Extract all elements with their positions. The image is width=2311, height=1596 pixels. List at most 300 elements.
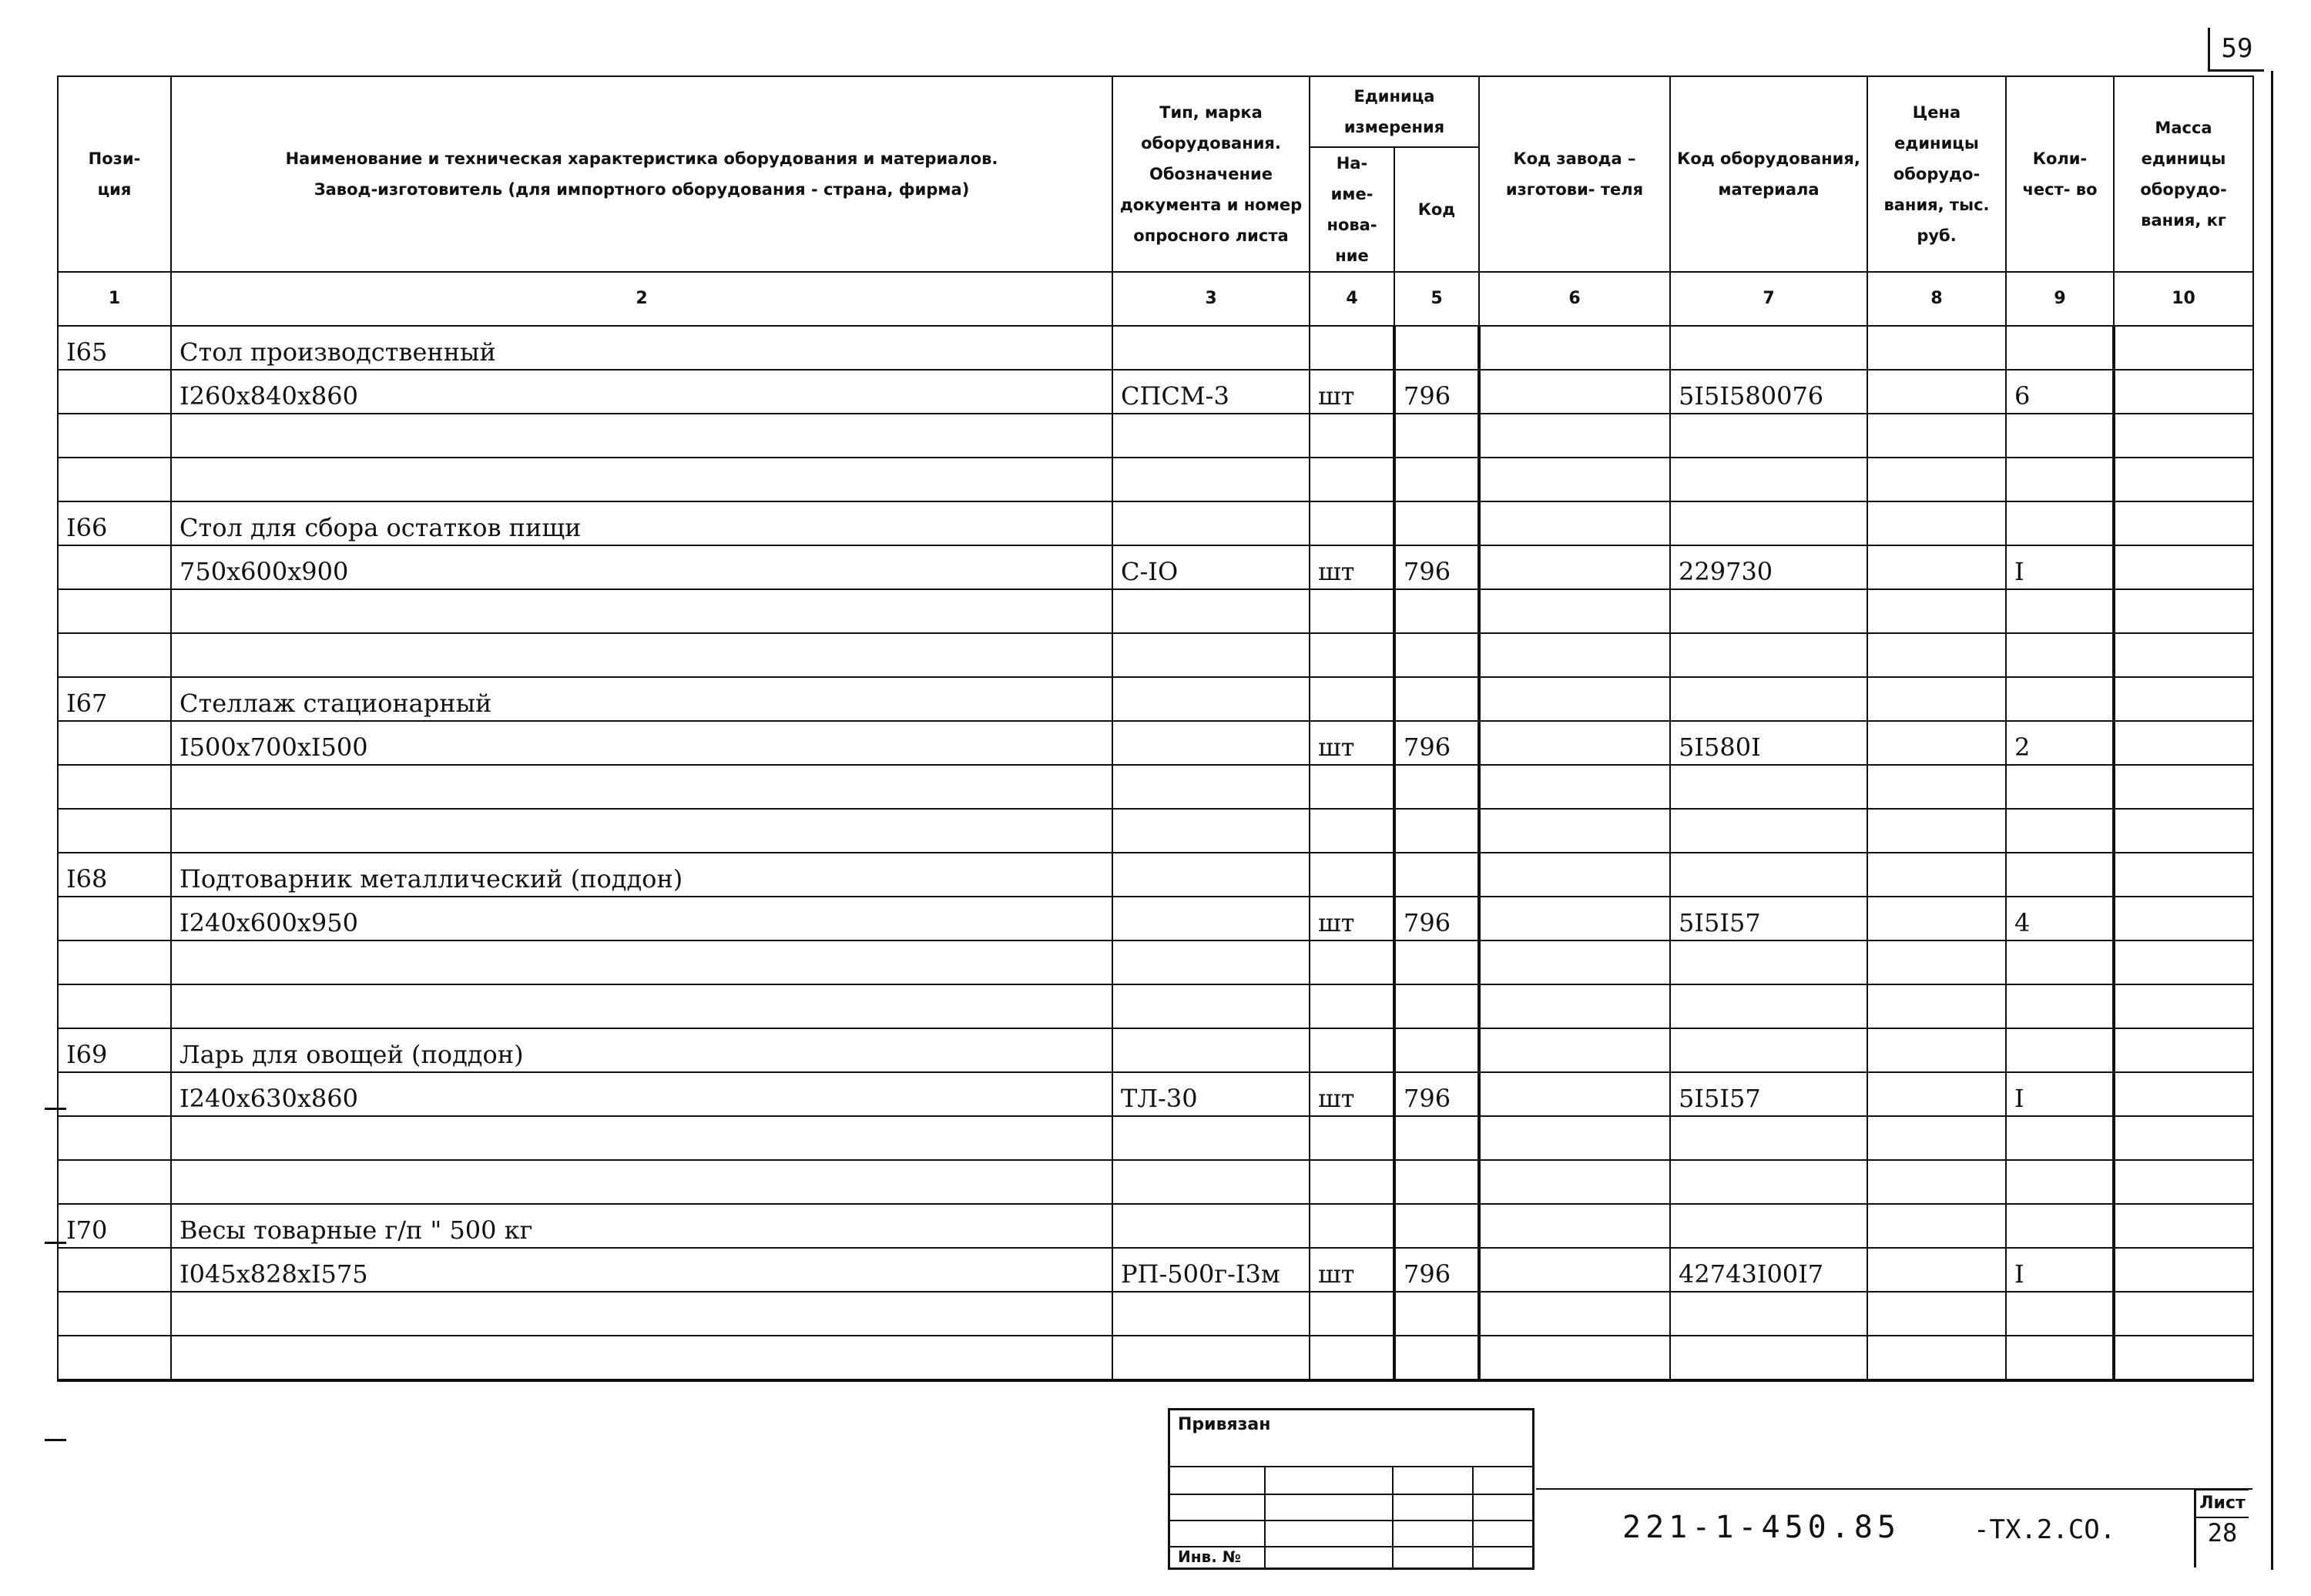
table-cell	[2006, 458, 2114, 501]
column-number: 3	[1112, 272, 1310, 326]
table-cell	[1479, 589, 1670, 633]
table-cell	[1394, 853, 1479, 897]
stamp-line	[1170, 1520, 1532, 1521]
table-cell	[58, 589, 171, 633]
table-row	[58, 853, 2253, 897]
position-cell: I70	[58, 1204, 171, 1248]
table-cell	[1479, 809, 1670, 853]
table-cell	[2114, 897, 2253, 940]
position-cell: I66	[58, 501, 171, 545]
table-cell	[1310, 501, 1394, 545]
unit-code-cell: 796	[1394, 721, 1479, 765]
table-cell	[1112, 501, 1310, 545]
table-cell	[171, 809, 1112, 853]
table-cell	[1479, 940, 1670, 984]
table-cell	[1479, 633, 1670, 677]
table-cell	[2114, 677, 2253, 721]
table-cell	[1479, 501, 1670, 545]
table-cell	[1479, 721, 1670, 765]
table-cell	[2114, 1248, 2253, 1292]
column-number: 5	[1394, 272, 1479, 326]
table-row	[58, 1204, 2253, 1248]
table-cell	[1670, 589, 1867, 633]
table-cell	[1310, 677, 1394, 721]
table-row	[58, 1292, 2253, 1336]
table-cell	[58, 633, 171, 677]
equipment-code-cell: 5I5I57	[1670, 897, 1867, 940]
table-cell	[2006, 1028, 2114, 1072]
table-cell	[1867, 897, 2006, 940]
stamp-line	[1170, 1494, 1532, 1495]
table-row	[58, 501, 2253, 545]
table-cell	[58, 809, 171, 853]
table-cell	[2006, 589, 2114, 633]
table-cell	[171, 1116, 1112, 1160]
table-cell	[2114, 765, 2253, 809]
table-row	[58, 677, 2253, 721]
table-cell	[1394, 589, 1479, 633]
title-block-rule	[1536, 1488, 2252, 1490]
margin-tick	[45, 1108, 66, 1110]
table-cell	[1394, 984, 1479, 1028]
header-price: Цена единицы оборудо- вания, тыс. руб.	[1867, 76, 2006, 272]
specification-body	[58, 326, 2253, 1380]
table-cell	[1310, 1204, 1394, 1248]
table-cell	[58, 721, 171, 765]
unit-cell: шт	[1310, 1248, 1394, 1292]
table-cell	[2006, 1160, 2114, 1204]
table-cell	[1310, 984, 1394, 1028]
table-cell	[1867, 545, 2006, 589]
table-cell	[1310, 809, 1394, 853]
table-cell	[1394, 677, 1479, 721]
table-cell	[2114, 501, 2253, 545]
table-cell	[1479, 370, 1670, 414]
unit-code-cell: 796	[1394, 897, 1479, 940]
table-row	[58, 1028, 2253, 1072]
margin-tick	[45, 1242, 66, 1244]
column-number: 1	[58, 272, 171, 326]
table-cell	[2006, 326, 2114, 370]
table-cell	[1479, 1248, 1670, 1292]
table-cell	[1112, 765, 1310, 809]
quantity-cell: I	[2006, 545, 2114, 589]
equipment-code-cell: 5I580I	[1670, 721, 1867, 765]
equipment-code-cell: 5I5I57	[1670, 1072, 1867, 1116]
unit-cell: шт	[1310, 370, 1394, 414]
table-cell	[58, 545, 171, 589]
table-cell	[2114, 984, 2253, 1028]
table-row	[58, 1336, 2253, 1380]
stamp-title: Привязан	[1178, 1415, 1271, 1434]
table-cell	[2006, 809, 2114, 853]
table-cell	[2114, 458, 2253, 501]
table-cell	[2006, 1336, 2114, 1380]
table-cell	[1479, 765, 1670, 809]
table-cell	[1670, 984, 1867, 1028]
table-row	[58, 589, 2253, 633]
name-cell: Стол производственный	[171, 326, 1112, 370]
table-row	[58, 1072, 2253, 1116]
unit-code-cell: 796	[1394, 545, 1479, 589]
binding-stamp	[1168, 1408, 1535, 1570]
table-cell	[1479, 1028, 1670, 1072]
table-cell	[1394, 1292, 1479, 1336]
unit-cell: шт	[1310, 897, 1394, 940]
table-cell	[1670, 458, 1867, 501]
table-cell	[171, 1336, 1112, 1380]
position-cell: I65	[58, 326, 171, 370]
table-cell	[1479, 545, 1670, 589]
quantity-cell: 4	[2006, 897, 2114, 940]
table-cell	[1867, 1204, 2006, 1248]
column-number: 4	[1310, 272, 1394, 326]
table-cell	[2114, 1072, 2253, 1116]
column-number: 2	[171, 272, 1112, 326]
table-cell	[1479, 326, 1670, 370]
stamp-footer: Инв. №	[1178, 1547, 1241, 1566]
column-number: 10	[2114, 272, 2253, 326]
column-number: 7	[1670, 272, 1867, 326]
table-row	[58, 897, 2253, 940]
document-suffix: -ТХ.2.СО.	[1974, 1514, 2116, 1545]
table-cell	[1670, 1204, 1867, 1248]
table-cell	[2114, 633, 2253, 677]
table-cell	[1867, 1160, 2006, 1204]
dimensions-cell: I045x828xI575	[171, 1248, 1112, 1292]
table-cell	[171, 414, 1112, 458]
table-row	[58, 1160, 2253, 1204]
type-cell: РП-500г-I3м	[1112, 1248, 1310, 1292]
table-cell	[1394, 1336, 1479, 1380]
table-cell	[2006, 1204, 2114, 1248]
table-cell	[1867, 1072, 2006, 1116]
table-cell	[1112, 809, 1310, 853]
equipment-code-cell: 5I5I580076	[1670, 370, 1867, 414]
header-factory-code: Код завода – изготови- теля	[1479, 76, 1670, 272]
table-cell	[2006, 853, 2114, 897]
table-cell	[1310, 1160, 1394, 1204]
unit-code-cell: 796	[1394, 1072, 1479, 1116]
table-cell	[1867, 940, 2006, 984]
sheet-number: 28	[2207, 1518, 2238, 1547]
table-cell	[1867, 1248, 2006, 1292]
table-cell	[171, 1292, 1112, 1336]
table-cell	[1670, 809, 1867, 853]
name-cell: Подтоварник металлический (поддон)	[171, 853, 1112, 897]
table-cell	[58, 1116, 171, 1160]
table-cell	[1479, 1116, 1670, 1160]
header-unit-code: Код	[1394, 147, 1479, 272]
table-cell	[1310, 414, 1394, 458]
name-cell: Весы товарные г/п " 500 кг	[171, 1204, 1112, 1248]
table-cell	[1670, 1160, 1867, 1204]
table-cell	[2114, 1292, 2253, 1336]
type-cell: ТЛ-30	[1112, 1072, 1310, 1116]
table-cell	[2114, 326, 2253, 370]
table-cell	[1310, 458, 1394, 501]
header-mass: Масса единицы оборудо- вания, кг	[2114, 76, 2253, 272]
table-cell	[1310, 589, 1394, 633]
table-cell	[171, 984, 1112, 1028]
table-cell	[1310, 940, 1394, 984]
table-cell	[1670, 677, 1867, 721]
table-cell	[171, 633, 1112, 677]
table-cell	[1479, 1072, 1670, 1116]
table-cell	[1112, 458, 1310, 501]
table-cell	[1310, 765, 1394, 809]
table-cell	[1112, 1204, 1310, 1248]
table-cell	[1867, 633, 2006, 677]
table-cell	[1867, 458, 2006, 501]
table-cell	[1670, 765, 1867, 809]
table-cell	[1310, 326, 1394, 370]
header-quantity: Коли- чест- во	[2006, 76, 2114, 272]
table-cell	[171, 589, 1112, 633]
table-cell	[2114, 414, 2253, 458]
unit-cell: шт	[1310, 721, 1394, 765]
table-cell	[58, 940, 171, 984]
position-cell: I68	[58, 853, 171, 897]
table-cell	[1394, 458, 1479, 501]
stamp-line	[1392, 1466, 1394, 1568]
table-cell	[1867, 1116, 2006, 1160]
table-row	[58, 326, 2253, 370]
table-cell	[1670, 1336, 1867, 1380]
page-right-border	[2271, 71, 2273, 1570]
table-cell	[1479, 853, 1670, 897]
table-cell	[1670, 326, 1867, 370]
table-cell	[1394, 1116, 1479, 1160]
table-cell	[1112, 677, 1310, 721]
table-cell	[1867, 414, 2006, 458]
table-cell	[58, 1160, 171, 1204]
table-cell	[2114, 853, 2253, 897]
table-cell	[1112, 940, 1310, 984]
table-cell	[171, 1160, 1112, 1204]
type-cell	[1112, 897, 1310, 940]
table-cell	[1310, 853, 1394, 897]
table-row	[58, 984, 2253, 1028]
table-cell	[1867, 370, 2006, 414]
name-cell: Стеллаж стационарный	[171, 677, 1112, 721]
table-cell	[1867, 1028, 2006, 1072]
table-cell	[1479, 1292, 1670, 1336]
header-name: Наименование и техническая характеристика оборудования и материалов. Завод-изготовитель (для импортного оборудования - страна, фирма)	[171, 76, 1112, 272]
table-cell	[1394, 501, 1479, 545]
table-cell	[1867, 501, 2006, 545]
dimensions-cell: I240x630x860	[171, 1072, 1112, 1116]
table-cell	[58, 458, 171, 501]
table-cell	[1479, 677, 1670, 721]
position-cell: I67	[58, 677, 171, 721]
table-cell	[1394, 633, 1479, 677]
table-cell	[58, 370, 171, 414]
document-code: 221-1-450.85	[1622, 1510, 1900, 1545]
name-cell: Стол для сбора остатков пищи	[171, 501, 1112, 545]
table-cell	[1112, 1292, 1310, 1336]
table-cell	[1310, 1292, 1394, 1336]
table-row	[58, 721, 2253, 765]
table-cell	[2006, 984, 2114, 1028]
header-equipment-code: Код оборудования, материала	[1670, 76, 1867, 272]
table-cell	[58, 765, 171, 809]
table-row	[58, 633, 2253, 677]
equipment-code-cell: 42743I00I7	[1670, 1248, 1867, 1292]
quantity-cell: 2	[2006, 721, 2114, 765]
table-cell	[1479, 458, 1670, 501]
table-cell	[1112, 1336, 1310, 1380]
quantity-cell: I	[2006, 1248, 2114, 1292]
table-cell	[1479, 1204, 1670, 1248]
table-cell	[58, 897, 171, 940]
table-cell	[2114, 1204, 2253, 1248]
equipment-code-cell: 229730	[1670, 545, 1867, 589]
table-row	[58, 458, 2253, 501]
dimensions-cell: I500x700xI500	[171, 721, 1112, 765]
dimensions-cell: I260x840x860	[171, 370, 1112, 414]
table-cell	[58, 1072, 171, 1116]
table-cell	[1867, 721, 2006, 765]
type-cell	[1112, 721, 1310, 765]
table-cell	[1670, 1028, 1867, 1072]
table-cell	[1867, 809, 2006, 853]
sheet-label: Лист	[2196, 1490, 2249, 1518]
table-cell	[2114, 721, 2253, 765]
table-cell	[58, 1292, 171, 1336]
column-number: 6	[1479, 272, 1670, 326]
table-cell	[1112, 589, 1310, 633]
table-row	[58, 765, 2253, 809]
table-cell	[1394, 1028, 1479, 1072]
sheet-box	[2194, 1488, 2249, 1568]
header-position: Пози- ция	[58, 76, 171, 272]
table-row	[58, 1248, 2253, 1292]
table-cell	[1112, 984, 1310, 1028]
header-unit-name: На- име- нова- ние	[1310, 147, 1394, 272]
table-cell	[1479, 1160, 1670, 1204]
stamp-line	[1264, 1466, 1266, 1568]
dimensions-cell: I240x600x950	[171, 897, 1112, 940]
table-cell	[1310, 633, 1394, 677]
table-cell	[1394, 940, 1479, 984]
stamp-line	[1170, 1466, 1532, 1467]
margin-tick	[45, 1439, 66, 1441]
specification-table	[57, 75, 2254, 1382]
table-cell	[1394, 765, 1479, 809]
table-cell	[2114, 370, 2253, 414]
table-cell	[1479, 897, 1670, 940]
table-cell	[2114, 1336, 2253, 1380]
table-cell	[2006, 1292, 2114, 1336]
dimensions-cell: 750x600x900	[171, 545, 1112, 589]
table-cell	[2114, 1116, 2253, 1160]
table-cell	[1670, 501, 1867, 545]
table-cell	[1867, 326, 2006, 370]
table-row	[58, 414, 2253, 458]
table-cell	[2006, 1116, 2114, 1160]
unit-cell: шт	[1310, 1072, 1394, 1116]
table-cell	[1670, 940, 1867, 984]
column-number: 9	[2006, 272, 2114, 326]
table-cell	[1479, 414, 1670, 458]
table-cell	[1670, 1116, 1867, 1160]
header-unit-group: Единица измерения	[1310, 76, 1479, 147]
table-cell	[1112, 326, 1310, 370]
table-cell	[1867, 1292, 2006, 1336]
unit-code-cell: 796	[1394, 1248, 1479, 1292]
table-cell	[1670, 633, 1867, 677]
table-cell	[58, 984, 171, 1028]
table-cell	[2114, 1160, 2253, 1204]
table-cell	[2006, 501, 2114, 545]
column-number: 8	[1867, 272, 2006, 326]
table-cell	[1112, 1028, 1310, 1072]
stamp-line	[1472, 1466, 1474, 1568]
table-cell	[1310, 1116, 1394, 1160]
header-type: Тип, марка оборудования. Обозначение документа и номер опросного листа	[1112, 76, 1310, 272]
table-cell	[1112, 633, 1310, 677]
table-cell	[1670, 853, 1867, 897]
table-cell	[171, 458, 1112, 501]
table-cell	[1112, 853, 1310, 897]
table-cell	[58, 1336, 171, 1380]
quantity-cell: 6	[2006, 370, 2114, 414]
table-row	[58, 940, 2253, 984]
table-cell	[1112, 414, 1310, 458]
table-cell	[1394, 1204, 1479, 1248]
position-cell: I69	[58, 1028, 171, 1072]
type-cell: СПСМ-3	[1112, 370, 1310, 414]
table-cell	[1867, 1336, 2006, 1380]
table-cell	[2006, 633, 2114, 677]
table-cell	[1112, 1116, 1310, 1160]
table-cell	[2006, 414, 2114, 458]
table-cell	[2006, 940, 2114, 984]
table-cell	[1394, 1160, 1479, 1204]
table-row	[58, 1116, 2253, 1160]
table-cell	[2006, 765, 2114, 809]
table-cell	[1394, 809, 1479, 853]
table-cell	[1867, 853, 2006, 897]
table-cell	[2114, 589, 2253, 633]
table-cell	[1394, 326, 1479, 370]
unit-code-cell: 796	[1394, 370, 1479, 414]
table-cell	[1867, 589, 2006, 633]
table-cell	[1112, 1160, 1310, 1204]
table-cell	[1479, 1336, 1670, 1380]
table-cell	[1394, 414, 1479, 458]
page-number: 59	[2208, 28, 2264, 72]
table-cell	[2114, 1028, 2253, 1072]
name-cell: Ларь для овощей (поддон)	[171, 1028, 1112, 1072]
table-row	[58, 809, 2253, 853]
table-cell	[58, 1248, 171, 1292]
table-cell	[1670, 414, 1867, 458]
table-cell	[1310, 1336, 1394, 1380]
table-cell	[171, 940, 1112, 984]
table-cell	[2114, 809, 2253, 853]
type-cell: С-IO	[1112, 545, 1310, 589]
table-cell	[2114, 940, 2253, 984]
table-cell	[1310, 1028, 1394, 1072]
table-cell	[1479, 984, 1670, 1028]
table-row	[58, 370, 2253, 414]
table-cell	[2006, 677, 2114, 721]
table-cell	[1670, 1292, 1867, 1336]
table-cell	[1867, 677, 2006, 721]
table-row	[58, 545, 2253, 589]
